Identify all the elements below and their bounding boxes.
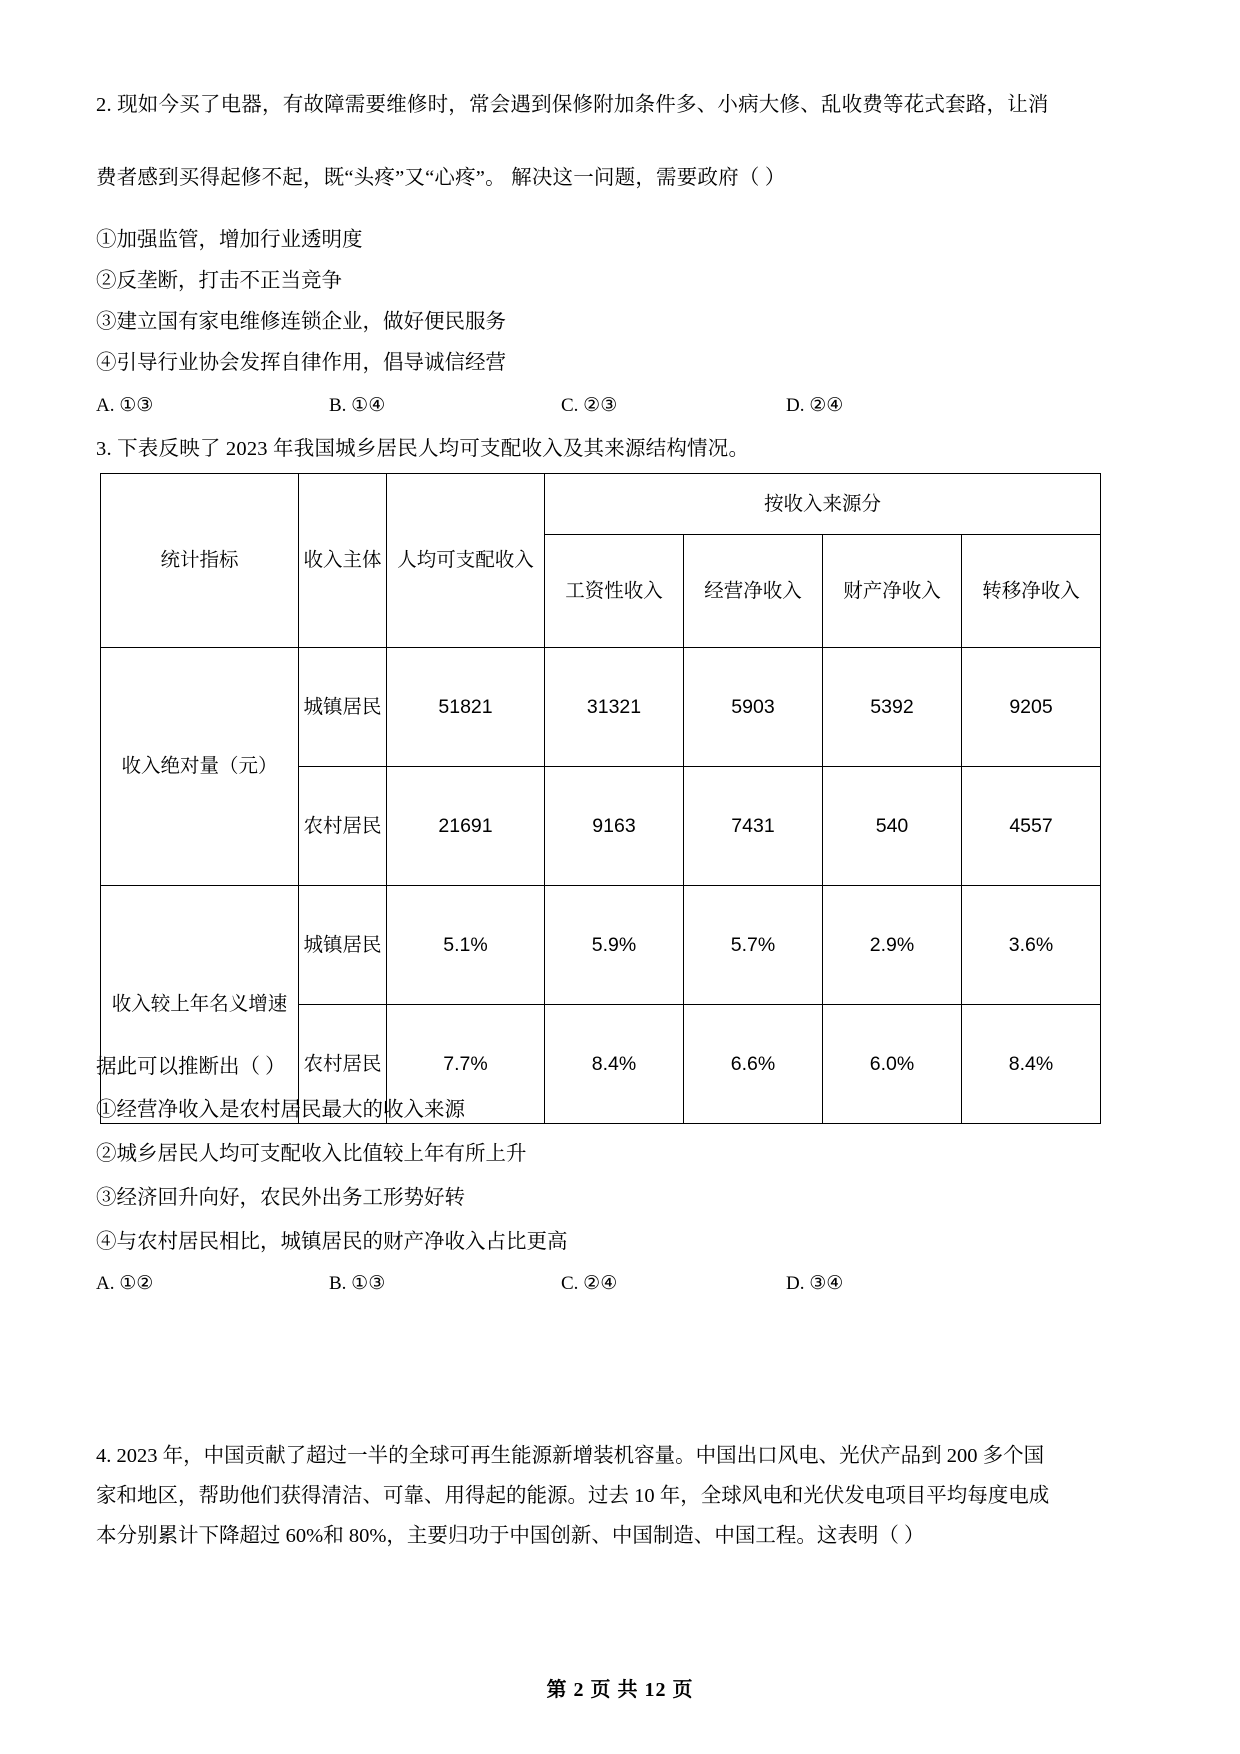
table-header-row-1 — [101, 474, 1101, 535]
cell-business: 5.7% — [684, 886, 823, 1005]
cell-disposable: 7.7% — [387, 1005, 545, 1124]
question4-block — [96, 1437, 1150, 1557]
cell-wage: 8.4% — [545, 1005, 684, 1124]
question2-choice-b[interactable]: B. ①④ — [329, 395, 386, 416]
cell-transfer: 3.6% — [962, 886, 1101, 1005]
cell-transfer: 9205 — [962, 648, 1101, 767]
header-source-business: 经营净收入 — [684, 535, 823, 648]
question2-choice-a[interactable]: A. ①③ — [96, 395, 154, 416]
question2-choice-c[interactable]: C. ②③ — [561, 395, 618, 416]
question3-option-2: ②城乡居民人均可支配收入比值较上年有所上升 — [96, 1143, 527, 1165]
header-source-transfer: 转移净收入 — [962, 535, 1101, 648]
question3-stem: 3. 下表反映了 2023 年我国城乡居民人均可支配收入及其来源结构情况。 — [96, 438, 750, 460]
income-structure-table — [100, 473, 1101, 1124]
cell-property: 2.9% — [823, 886, 962, 1005]
question4-line-1: 4. 2023 年，中国贡献了超过一半的全球可再生能源新增装机容量。中国出口风电、光伏产品到 200 多个国 — [96, 1445, 1045, 1467]
question2-choice-d[interactable]: D. ②④ — [786, 395, 844, 416]
question2-option-2: ②反垄断，打击不正当竞争 — [96, 270, 342, 292]
header-by-income-source: 按收入来源分 — [545, 474, 1101, 535]
cell-business: 7431 — [684, 767, 823, 886]
question2-stem-line2: 费者感到买得起修不起，既“头疼”又“心疼”。 解决这一问题，需要政府（ ） — [96, 167, 786, 189]
cell-wage: 5.9% — [545, 886, 684, 1005]
cell-business: 5903 — [684, 648, 823, 767]
cell-business: 6.6% — [684, 1005, 823, 1124]
header-disposable-income: 人均可支配收入 — [387, 474, 545, 648]
question3-choice-row — [96, 1272, 1106, 1296]
question2-option-3: ③建立国有家电维修连锁企业，做好便民服务 — [96, 311, 506, 333]
cell-disposable: 51821 — [387, 648, 545, 767]
cell-disposable: 21691 — [387, 767, 545, 886]
rowgroup-label-growth: 收入较上年名义增速 — [101, 886, 299, 1124]
table-row — [101, 648, 1101, 767]
cell-transfer: 4557 — [962, 767, 1101, 886]
question2-stem-line1: 2. 现如今买了电器，有故障需要维修时，常会遇到保修附加条件多、小病大修、乱收费等花式套路，让消 — [96, 94, 1049, 116]
question3-choice-a[interactable]: A. ①② — [96, 1273, 154, 1294]
cell-disposable: 5.1% — [387, 886, 545, 1005]
row-subject-rural: 农村居民 — [299, 767, 387, 886]
table-row — [101, 886, 1101, 1005]
question4-line-2: 家和地区，帮助他们获得清洁、可靠、用得起的能源。过去 10 年，全球风电和光伏发电项目平均每度电成 — [96, 1484, 1050, 1507]
page-footer: 第 2 页 共 12 页 — [546, 1679, 694, 1701]
question2-option-1: ①加强监管，增加行业透明度 — [96, 229, 363, 251]
row-subject-urban: 城镇居民 — [299, 886, 387, 1005]
header-income-subject: 收入主体 — [299, 474, 387, 648]
question3-choice-d[interactable]: D. ③④ — [786, 1273, 844, 1294]
question3-option-4: ④与农村居民相比，城镇居民的财产净收入占比更高 — [96, 1231, 568, 1253]
question2-option-4: ④引导行业协会发挥自律作用，倡导诚信经营 — [96, 352, 506, 374]
cell-transfer: 8.4% — [962, 1005, 1101, 1124]
question3-choice-b[interactable]: B. ①③ — [329, 1273, 386, 1294]
rowgroup-label-absolute: 收入绝对量（元） — [101, 648, 299, 886]
header-source-wage: 工资性收入 — [545, 535, 684, 648]
question3-choice-c[interactable]: C. ②④ — [561, 1273, 618, 1294]
row-subject-urban: 城镇居民 — [299, 648, 387, 767]
header-statistic-index: 统计指标 — [101, 474, 299, 648]
header-source-property: 财产净收入 — [823, 535, 962, 648]
cell-property: 540 — [823, 767, 962, 886]
cell-wage: 31321 — [545, 648, 684, 767]
question3-option-3: ③经济回升向好，农民外出务工形势好转 — [96, 1187, 465, 1209]
cell-property: 5392 — [823, 648, 962, 767]
cell-wage: 9163 — [545, 767, 684, 886]
question4-line-3: 本分别累计下降超过 60%和 80%，主要归功于中国创新、中国制造、中国工程。这表明（ ） — [96, 1524, 925, 1547]
question3-option-1: ①经营净收入是农村居民最大的收入来源 — [96, 1099, 465, 1121]
cell-property: 6.0% — [823, 1005, 962, 1124]
row-subject-rural: 农村居民 — [299, 1005, 387, 1124]
question2-choice-row — [96, 394, 1106, 418]
question3-lead-in: 据此可以推断出（ ） — [96, 1056, 286, 1078]
